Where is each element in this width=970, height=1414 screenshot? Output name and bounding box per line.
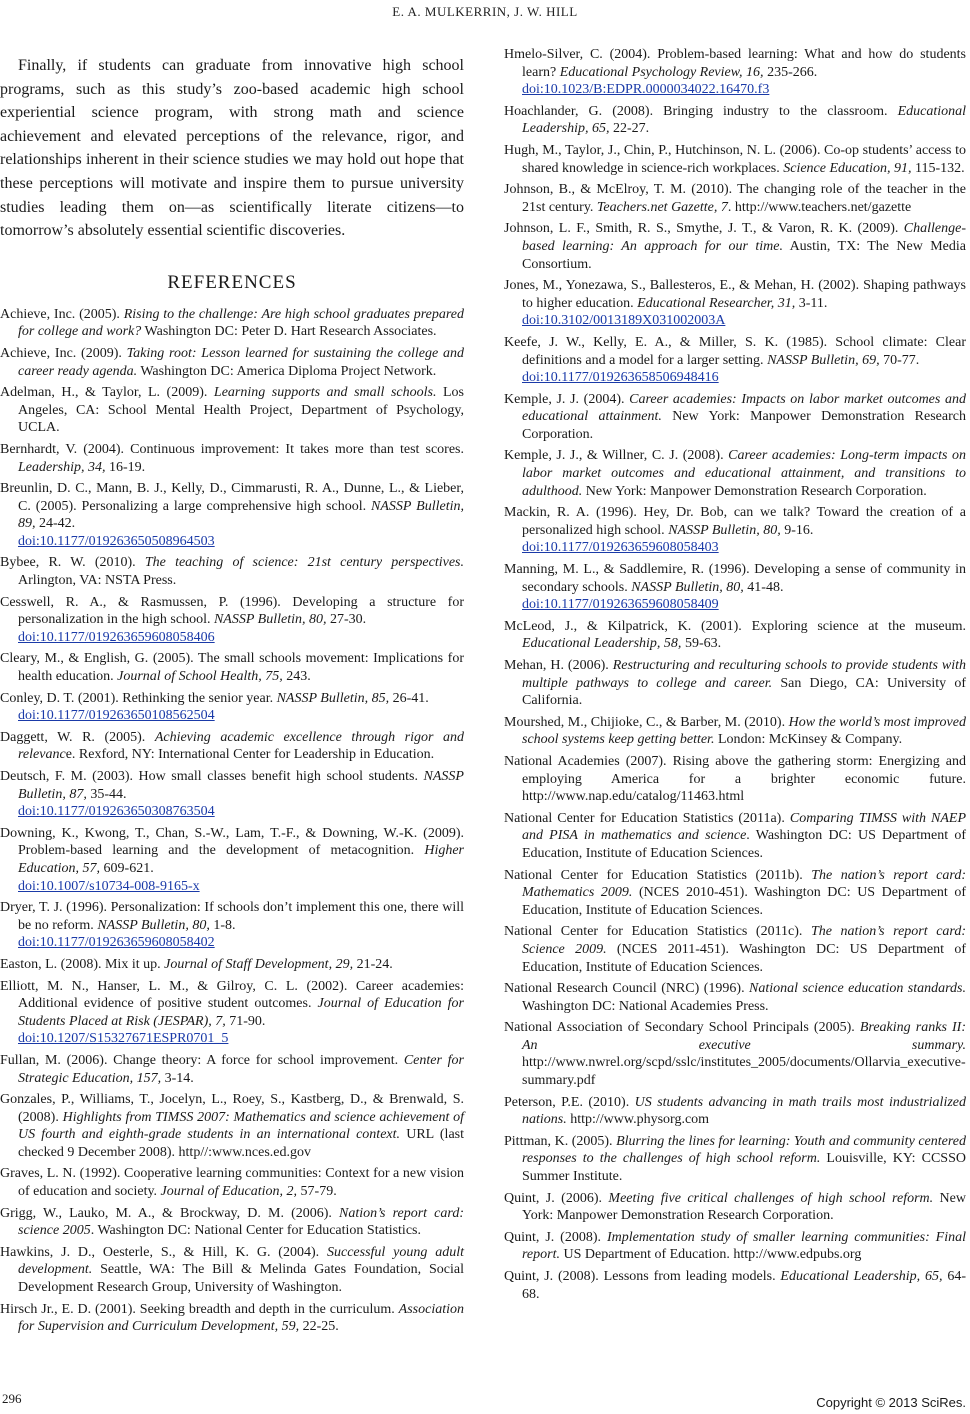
reference-details: Austin, TX: The New Media Consortium. <box>522 238 966 272</box>
reference-text: Pittman, K. (2005). <box>504 1133 617 1149</box>
reference-details: 1-8. <box>209 917 236 933</box>
doi-link[interactable]: doi:10.1177/019263659608058402 <box>18 935 215 951</box>
reference-entry <box>504 391 966 444</box>
reference-title: NASSP Bulletin, 89, <box>18 498 465 532</box>
reference-details: 35-44. <box>86 786 127 802</box>
reference-entry <box>0 1165 464 1200</box>
reference-text: Mourshed, M., Chijioke, C., & Barber, M. (2010). <box>504 714 789 730</box>
reference-text: Breunlin, D. C., Mann, B. J., Kelly, D., Cimmarusti, R. A., Dunne, L., & Lieber, C. (2005). Personalizing a large comprehensive high school. <box>0 481 464 514</box>
reference-details: Arlington, VA: NSTA Press. <box>18 573 177 589</box>
reference-details: http://www.nwrel.org/scpd/sslc/institutes_2005/documents/Ollarvia_executive-summary.pdf <box>522 1055 966 1089</box>
reference-entry <box>0 554 464 589</box>
reference-text: Easton, L. (2008). Mix it up. <box>0 956 165 972</box>
reference-details: Louisville, KY: CCSSO Summer Institute. <box>522 1151 966 1185</box>
reference-details: New York: Manpower Demonstration Research Corporation. <box>522 409 966 442</box>
reference-title: NASSP Bulletin, 80, <box>668 522 781 538</box>
reference-entry <box>0 345 464 380</box>
reference-text: Johnson, B., & McElroy, T. M. (2010). The changing role of the teacher in the 21st century. <box>504 182 966 215</box>
reference-text: National Center for Education Statistics (2011a). <box>504 810 790 826</box>
reference-text: Keefe, J. W., Kelly, E. A., & Miller, S. K. (1985). School climate: Clear definitions and a model for a larger setting. <box>504 334 966 368</box>
reference-details: New York: Manpower Demonstration Research Corporation. <box>522 1190 966 1224</box>
reference-details: Seattle, WA: The Bill & Melinda Gates Foundation, Social Development Research Group, University of Washington. <box>18 1262 464 1296</box>
reference-details: 609-621. <box>100 860 154 876</box>
reference-title: Educational Leadership, 65, <box>522 103 966 137</box>
reference-entry <box>504 1094 966 1129</box>
reference-text: Achieve, Inc. (2009). <box>0 345 127 361</box>
reference-details: 26-41. <box>389 690 429 706</box>
reference-details: 59-63. <box>681 636 722 652</box>
reference-title: Career academies: Long-term impacts on labor market outcomes and educational attainment, and transitions to adulthood. <box>522 448 966 499</box>
reference-text: Daggett, W. R. (2005). <box>0 729 155 745</box>
reference-entry <box>0 441 464 476</box>
right-reference-list <box>504 46 966 1303</box>
reference-entry <box>504 1019 966 1089</box>
reference-entry <box>0 1244 464 1297</box>
reference-text: Hawkins, J. D., Oesterle, S., & Hill, K. G. (2004). <box>0 1244 327 1260</box>
reference-title: Educational Psychology Review, 16, <box>559 64 764 80</box>
doi-link[interactable]: doi:10.1007/s10734-008-9165-x <box>18 878 200 894</box>
reference-title: NASSP Bulletin, 87, <box>18 769 464 802</box>
reference-title: National science education standards. <box>749 981 967 997</box>
reference-details: 24-42. <box>35 516 76 532</box>
reference-text: Mehan, H. (2006). <box>504 658 613 673</box>
reference-title: NASSP Bulletin, 85, <box>276 690 390 706</box>
reference-details: e. Rexford, NY: International Center for Leadership in Education. <box>65 747 435 763</box>
reference-text: Johnson, L. F., Smith, R. S., Smythe, J. T., & Varon, R. K. (2009). <box>504 221 904 237</box>
reference-title: Science Education, 91, <box>783 160 912 176</box>
reference-title: Achieving academic excellence through rigor and relevanc <box>18 729 464 763</box>
reference-title: Educational Researcher, 31, <box>637 295 796 311</box>
reference-details: . Washington DC: US Department of Education, Institute of Education Sciences. <box>522 828 966 861</box>
reference-entry <box>504 181 966 216</box>
doi-link[interactable]: doi:10.1023/B:EDPR.0000034022.16470.f3 <box>522 82 770 98</box>
reference-title: The teaching of science: 21st century perspectives. <box>144 555 464 571</box>
reference-details: 243. <box>282 669 311 685</box>
reference-text: Adelman, H., & Taylor, L. (2009). <box>0 385 214 401</box>
doi-link[interactable]: doi:10.1177/019263650508964503 <box>18 533 215 549</box>
reference-details: 16-19. <box>105 459 146 475</box>
doi-link[interactable]: doi:10.1177/019263658506948416 <box>522 370 719 386</box>
reference-entry <box>504 447 966 500</box>
reference-text: Quint, J. (2006). <box>504 1190 609 1206</box>
reference-text: Cesswell, R. A., & Rasmussen, P. (1996). Developing a structure for personalization in the high school. <box>0 594 464 628</box>
doi-link[interactable]: doi:10.1177/019263659608058403 <box>522 540 719 556</box>
reference-details: http://www.nap.edu/catalog/11463.html <box>522 789 745 805</box>
reference-title: Nation’s report card: science 2005 <box>18 1205 464 1239</box>
reference-text: Elliott, M. N., Hanser, L. M., & Gilroy, C. L. (2002). Career academies: Additional evidence of positive student outcomes. <box>0 978 464 1012</box>
reference-text: National Center for Education Statistics (2011c). <box>504 924 811 940</box>
reference-entry <box>504 561 966 614</box>
reference-text: Hirsch Jr., E. D. (2001). Seeking breadth and depth in the curriculum. <box>0 1301 399 1317</box>
doi-link[interactable]: doi:10.1177/019263650108562504 <box>18 708 215 724</box>
reference-entry <box>0 1301 464 1336</box>
reference-title: US students advancing in math trails most industrialized nations. <box>522 1094 966 1128</box>
left-reference-list <box>0 306 464 1336</box>
reference-text: Grigg, W., Lauko, M. A., & Brockway, D. M. (2006). <box>0 1205 340 1221</box>
reference-details: Washington DC: Peter D. Hart Research Associates. <box>141 324 437 340</box>
reference-details: Los Angeles, CA: School Mental Health Project, Department of Psychology, UCLA. <box>18 385 464 436</box>
reference-title: Career academies: Impacts on labor market outcomes and educational attainment. <box>522 391 966 425</box>
reference-text: Hmelo-Silver, C. (2004). Problem-based learning: What and how do students learn? <box>504 47 966 80</box>
reference-entry <box>0 825 464 895</box>
reference-details: New York: Manpower Demonstration Research Corporation. <box>582 483 927 499</box>
page-number: 296 <box>2 1391 22 1406</box>
doi-link[interactable]: doi:10.1177/019263659608058406 <box>18 629 215 645</box>
reference-text: Gonzales, P., Williams, T., Jocelyn, L., Roey, S., Kastberg, D., & Brenwald, S. (2008). <box>0 1092 464 1125</box>
reference-details: 41-48. <box>743 579 784 595</box>
reference-title: The nation’s report card: Science 2009. <box>522 924 967 957</box>
reference-text: Deutsch, F. M. (2003). How small classes benefit high school students. <box>0 769 424 784</box>
reference-title: Journal of School Health, 75, <box>117 669 283 685</box>
reference-details: 57-79. <box>297 1184 337 1200</box>
reference-details: 27-30. <box>326 612 367 628</box>
reference-title: Journal of Education for Students Placed at Risk (JESPAR), 7, <box>18 996 465 1029</box>
reference-text: Fullan, M. (2006). Change theory: A force for school improvement. <box>0 1052 404 1068</box>
reference-text: Peterson, P.E. (2010). <box>504 1094 635 1110</box>
intro-paragraph: Finally, if students can graduate from innovative high school programs, such as this study’s zoo-based academic high school experiential science program, with strong math and science achievement and elevated perceptions of the relevance, rigor, and relationships inherent in their science studies we may hold out hope that these perceptions will motivate and inspire them to pursue university studies leading them on—as scientifically literate citizens—to tomorrow’s absolutely essential scientific discoveries. <box>0 57 464 240</box>
reference-entry <box>504 810 966 863</box>
reference-details: 235-266. <box>763 64 818 80</box>
reference-title: Implementation study of smaller learning communities: Final report. <box>522 1229 966 1263</box>
reference-title: Journal of Staff Development, 29, <box>164 956 354 972</box>
reference-title: Rising to the challenge: Are high school graduates prepared for college and work? <box>18 306 464 340</box>
reference-details: San Diego, CA: University of California. <box>522 675 966 709</box>
reference-details: 22-27. <box>609 121 650 137</box>
reference-title: Learning supports and small schools. <box>213 385 437 401</box>
reference-title: The nation’s report card: Mathematics 2009. <box>522 867 966 901</box>
reference-details: London: McKinsey & Company. <box>714 732 903 748</box>
reference-entry <box>504 1268 966 1303</box>
doi-link[interactable]: doi:10.3102/0013189X031002003A <box>522 313 726 329</box>
reference-title: Leadership, 34, <box>18 459 106 475</box>
reference-entry <box>504 657 966 710</box>
reference-text: Quint, J. (2008). <box>504 1229 607 1245</box>
doi-link[interactable]: doi:10.1177/019263650308763504 <box>18 804 215 820</box>
running-head: E. A. MULKERRIN, J. W. HILL <box>392 4 578 19</box>
reference-entry <box>504 46 966 99</box>
reference-details: http://www.physorg.com <box>566 1112 710 1128</box>
reference-entry <box>0 899 464 952</box>
reference-entry <box>504 1133 966 1186</box>
reference-text: Conley, D. T. (2001). Rethinking the senior year. <box>0 690 277 706</box>
reference-details: 70-77. <box>879 352 920 368</box>
reference-title: How the world’s most improved school systems keep getting better. <box>522 714 966 748</box>
reference-entry <box>504 277 966 330</box>
reference-entry <box>504 103 966 138</box>
reference-text: Hugh, M., Taylor, J., Chin, P., Hutchinson, N. L. (2006). Co-op students’ access to shared knowledge in science-rich workplaces. <box>504 142 966 176</box>
reference-text: Kemple, J. J. (2004). <box>504 391 630 407</box>
reference-title: NASSP Bulletin, 80, <box>97 917 210 933</box>
reference-text: Mackin, R. A. (1996). Hey, Dr. Bob, can we talk? Toward the creation of a personalized high school. <box>504 505 966 538</box>
reference-title: Teachers.net Gazette, 7 <box>596 199 728 215</box>
reference-entry <box>504 504 966 557</box>
reference-text: Hoachlander, G. (2008). Bringing industry to the classroom. <box>504 103 898 119</box>
reference-title: Restructuring and reculturing schools to provide students with multiple pathways to college and career. <box>522 658 967 691</box>
reference-title: Challenge-based learning: An approach for our time. <box>522 221 966 254</box>
reference-text: Manning, M. L., & Saddlemire, R. (1996). Developing a sense of community in secondary schools. <box>504 562 966 595</box>
reference-entry <box>0 1205 464 1240</box>
reference-entry <box>504 980 966 1015</box>
reference-entry <box>0 1091 464 1161</box>
reference-text: Kemple, J. J., & Willner, C. J. (2008). <box>504 448 729 464</box>
reference-details: US Department of Education. http://www.edpubs.org <box>559 1247 862 1263</box>
reference-entry <box>504 753 966 806</box>
reference-details: . Washington DC: National Center for Education Statistics. <box>90 1223 421 1239</box>
reference-details: 3-11. <box>795 295 828 311</box>
reference-entry <box>504 142 966 177</box>
reference-details: 115-132. <box>911 160 965 176</box>
reference-text: Graves, L. N. (1992). Cooperative learning communities: Context for a new vision of education and society. <box>0 1166 464 1200</box>
reference-text: Achieve, Inc. (2005). <box>0 306 124 322</box>
reference-text: Jones, M., Yonezawa, S., Ballesteros, E., & Mehan, H. (2002). Shaping pathways to higher education. <box>504 278 966 311</box>
reference-title: NASSP Bulletin, 80, <box>631 579 744 595</box>
reference-entry <box>504 923 966 976</box>
reference-entry <box>504 1229 966 1264</box>
reference-title: Educational Leadership, 58, <box>522 636 682 652</box>
reference-entry <box>504 1190 966 1225</box>
reference-details: Washington DC: National Academies Press. <box>522 998 769 1014</box>
reference-entry <box>0 1052 464 1087</box>
reference-title: Meeting five critical challenges of high school reform. <box>608 1190 934 1206</box>
reference-entry <box>0 729 464 764</box>
reference-details: 21-24. <box>353 956 393 972</box>
reference-text: National Research Council (NRC) (1996). <box>504 981 750 997</box>
reference-title: Blurring the lines for learning: Youth and community centered responses to the challenges of high school reform. <box>522 1133 966 1167</box>
reference-entry <box>0 956 464 974</box>
reference-entry <box>0 306 464 341</box>
doi-link[interactable]: doi:10.1177/019263659608058409 <box>522 597 719 613</box>
references-heading: REFERENCES <box>167 271 297 293</box>
reference-title: Educational Leadership, 65, <box>780 1269 943 1284</box>
reference-details: 9-16. <box>780 522 814 538</box>
reference-text: National Academies (2007). Rising above the gathering storm: Energizing and employing America for a brighter economic future. <box>504 753 966 787</box>
reference-entry <box>0 594 464 647</box>
reference-text: Dryer, T. J. (1996). Personalization: If schools don’t implement this one, there will be no reform. <box>0 900 464 933</box>
reference-title: Comparing TIMSS with NAEP and PISA in mathematics and science <box>522 810 966 844</box>
reference-title: Successful young adult development. <box>18 1244 464 1278</box>
reference-title: Center for Strategic Education, 157, <box>18 1052 464 1086</box>
reference-text: Bernhardt, V. (2004). Continuous improvement: It takes more than test scores. <box>0 441 464 457</box>
reference-details: URL (last checked 9 December 2008). http//:www.nces.ed.gov <box>18 1127 465 1160</box>
reference-details: 71-90. <box>225 1013 266 1029</box>
reference-title: NASSP Bulletin, 80, <box>213 612 327 628</box>
reference-details: Washington DC: America Diploma Project Network. <box>137 363 437 379</box>
reference-details: 3-14. <box>161 1070 194 1086</box>
reference-title: Taking root: Lesson learned for sustaining the college and career ready agenda. <box>18 345 464 379</box>
reference-entry <box>0 384 464 437</box>
reference-title: Higher Education, 57, <box>18 843 464 876</box>
reference-text: Downing, K., Kwong, T., Chan, S.-W., Lam, T.-F., & Downing, W.-K. (2009). Problem-based learning and the development of metacognition. <box>0 825 464 859</box>
reference-entry <box>504 714 966 749</box>
reference-entry <box>504 618 966 653</box>
reference-entry <box>0 480 464 550</box>
reference-details: 64-68. <box>522 1269 967 1302</box>
reference-text: Bybee, R. W. (2010). <box>0 555 145 571</box>
reference-title: NASSP Bulletin, 69, <box>767 352 880 368</box>
reference-entry <box>504 334 966 387</box>
reference-title: Journal of Education, 2, <box>160 1184 298 1200</box>
reference-text: Quint, J. (2008). Lessons from leading models. <box>504 1269 781 1284</box>
reference-details: 22-25. <box>299 1319 339 1335</box>
doi-link[interactable]: doi:10.1207/S15327671ESPR0701_5 <box>18 1031 229 1047</box>
right-column <box>504 46 966 1307</box>
reference-title: Breaking ranks II: An executive summary. <box>522 1020 966 1053</box>
reference-details: (NCES 2010-451). Washington DC: US Department of Education, Institute of Education Sciences. <box>522 885 966 918</box>
reference-entry <box>504 867 966 920</box>
reference-entry <box>504 220 966 273</box>
reference-entry <box>0 650 464 685</box>
reference-text: McLeod, J., & Kilpatrick, K. (2001). Exploring science at the museum. <box>504 618 966 634</box>
reference-title: Association for Supervision and Curriculum Development, 59, <box>18 1301 464 1335</box>
reference-details: (NCES 2011-451). Washington DC: US Department of Education, Institute of Education Sciences. <box>522 941 966 975</box>
left-column <box>0 46 464 1340</box>
reference-entry <box>0 768 464 821</box>
reference-text: Cleary, M., & English, G. (2005). The small schools movement: Implications for health education. <box>0 651 464 685</box>
reference-entry <box>0 690 464 725</box>
copyright-notice: Copyright © 2013 SciRes. <box>816 1395 966 1410</box>
reference-details: . http://www.teachers.net/gazette <box>727 199 912 215</box>
reference-text: National Association of Secondary School Principals (2005). <box>504 1020 860 1036</box>
reference-entry <box>0 978 464 1048</box>
reference-text: National Center for Education Statistics (2011b). <box>504 867 812 883</box>
reference-title: Highlights from TIMSS 2007: Mathematics and science achievement of US fourth and eighth-grade students in an international context. <box>18 1109 464 1143</box>
